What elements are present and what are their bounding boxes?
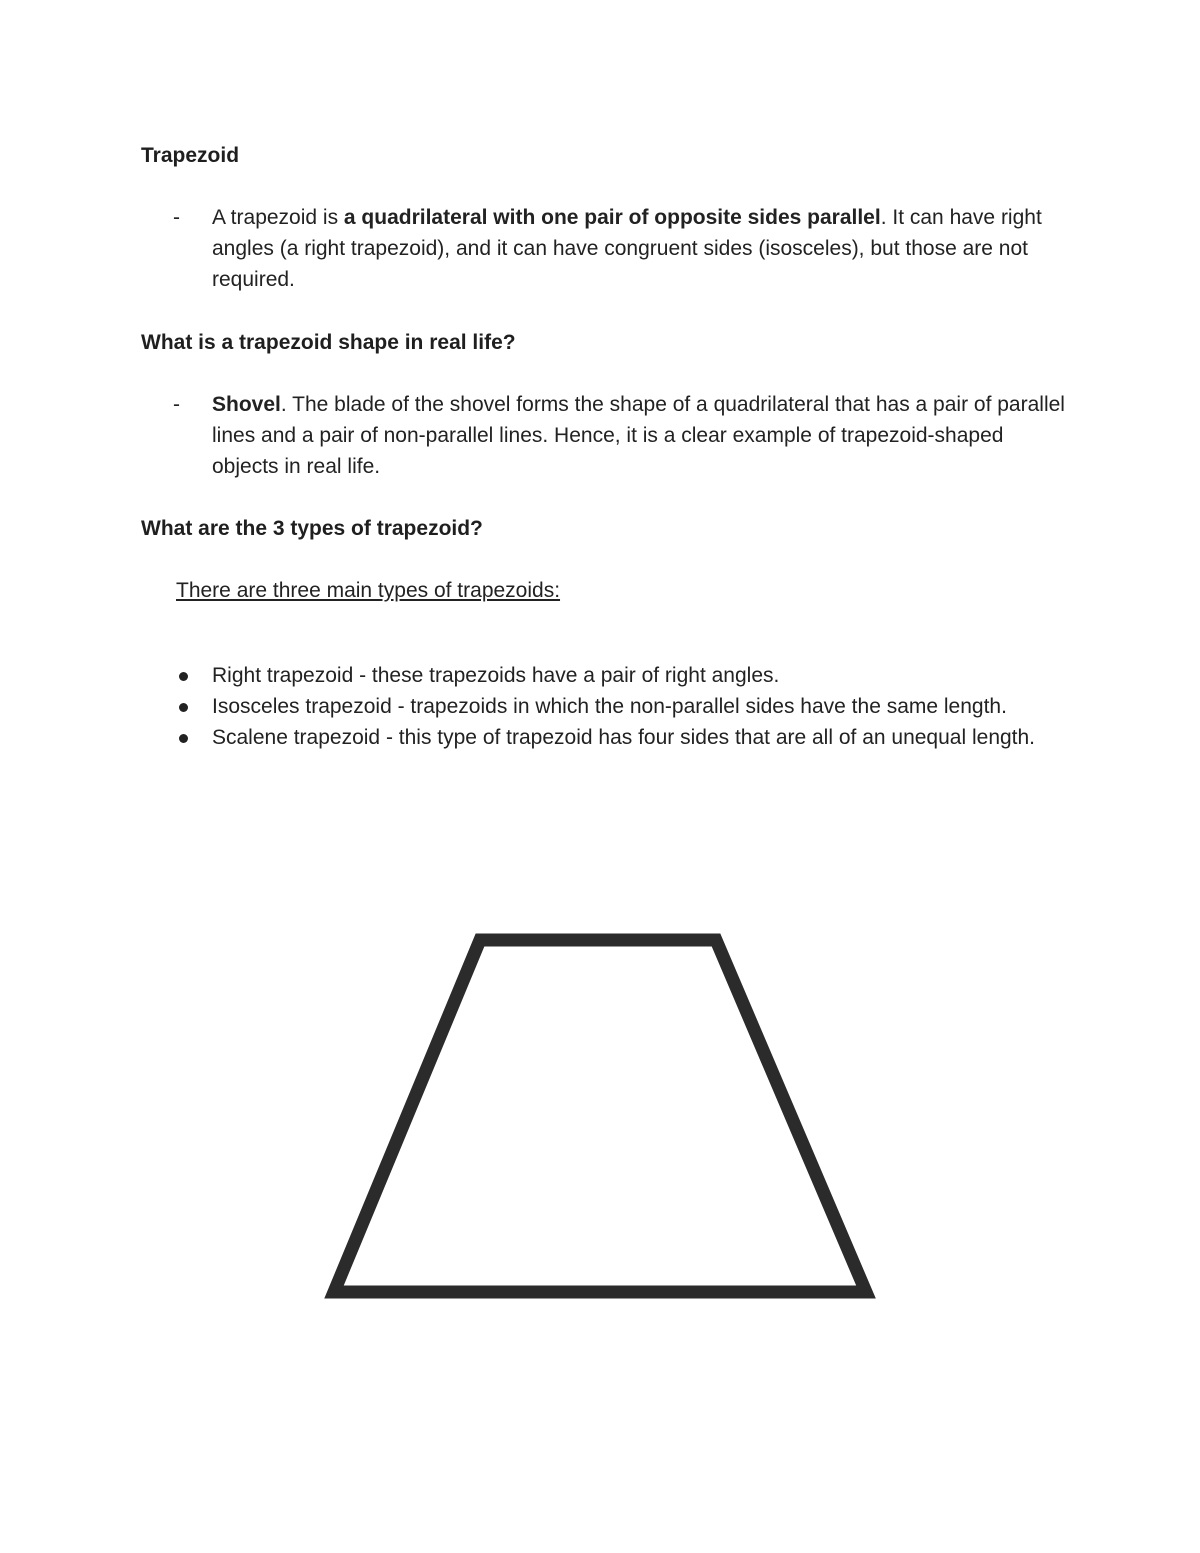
shovel-rest: . The blade of the shovel forms the shape of a quadrilateral that has a pair of parallel lines and a pair of non-parallel lines. Hence, it is a clear example of trapezoid-shaped objects in real life. (212, 393, 1065, 478)
shovel-item (141, 389, 1071, 482)
list-item (141, 691, 1071, 722)
trapezoid-shape (334, 940, 866, 1292)
bullet-icon (179, 672, 188, 681)
type-text: Right trapezoid - these trapezoids have a pair of right angles. (212, 664, 780, 687)
definition-lead: A trapezoid is (212, 206, 344, 229)
definition-rest: . It can have right angles (a right trapezoid), and it can have congruent sides (isosceles), but those are not required. (212, 206, 1042, 291)
definition-text (212, 202, 1071, 295)
shovel-text (212, 389, 1071, 482)
dash-marker: - (173, 393, 180, 416)
types-intro: There are three main types of trapezoids: (176, 579, 561, 602)
definition-bold: a quadrilateral with one pair of opposite sides parallel (343, 206, 881, 229)
bullet-icon (179, 703, 188, 712)
trapezoid-figure (320, 930, 880, 1305)
type-text: Scalene trapezoid - this type of trapezoid has four sides that are all of an unequal length. (212, 726, 1036, 749)
title-heading: Trapezoid (141, 144, 240, 167)
real-life-heading: What is a trapezoid shape in real life? (141, 331, 516, 354)
dash-marker: - (173, 206, 180, 229)
list-item (141, 722, 1071, 753)
type-text: Isosceles trapezoid - trapezoids in which the non-parallel sides have the same length. (212, 695, 1007, 718)
shovel-bold: Shovel (212, 393, 281, 416)
bullet-icon (179, 734, 188, 743)
definition-item (141, 202, 1071, 295)
types-list (141, 660, 1071, 753)
types-heading: What are the 3 types of trapezoid? (141, 517, 483, 540)
list-item (141, 660, 1071, 691)
